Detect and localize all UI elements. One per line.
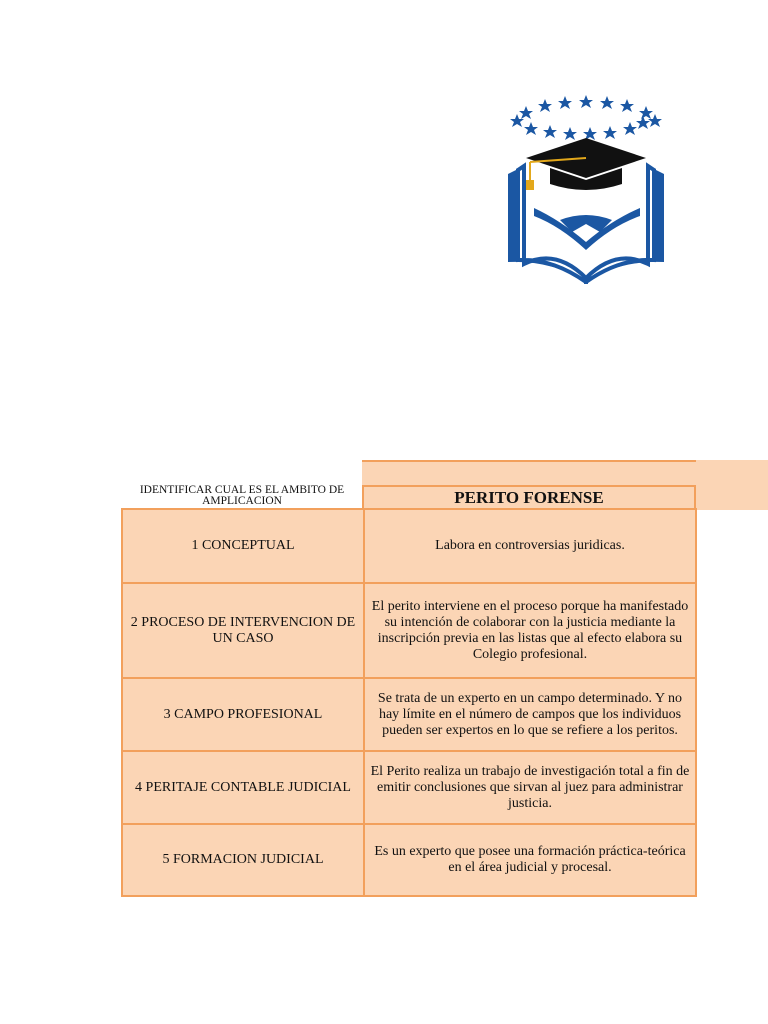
table-top-band xyxy=(362,460,696,487)
scope-column-header: IDENTIFICAR CUAL ES EL AMBITO DE AMPLICACION xyxy=(139,483,345,507)
row-label: 3 CAMPO PROFESIONAL xyxy=(122,678,364,751)
table-row xyxy=(122,509,696,583)
scope-table xyxy=(121,508,697,897)
row-label: 5 FORMACION JUDICIAL xyxy=(122,824,364,896)
row-description: Se trata de un experto en un campo determinado. Y no hay límite en el número de campos que los individuos pueden ser expertos en lo que se refiere a los peritos. xyxy=(364,678,696,751)
university-logo xyxy=(500,92,672,284)
table-row xyxy=(122,751,696,824)
perito-forense-header: PERITO FORENSE xyxy=(362,485,696,509)
star-ring-icon xyxy=(510,95,662,140)
table-row xyxy=(122,824,696,896)
row-description: El Perito realiza un trabajo de investigación total a fin de emitir conclusiones que sirvan al juez para administrar justicia. xyxy=(364,751,696,824)
table-row xyxy=(122,583,696,678)
row-label: 4 PERITAJE CONTABLE JUDICIAL xyxy=(122,751,364,824)
table-top-band-extension xyxy=(696,460,768,510)
row-description: Es un experto que posee una formación práctica-teórica en el área judicial y procesal. xyxy=(364,824,696,896)
row-label: 2 PROCESO DE INTERVENCION DE UN CASO xyxy=(122,583,364,678)
row-description: El perito interviene en el proceso porque ha manifestado su intención de colaborar con la justicia mediante la inscripción previa en las listas que al efecto elabora su Colegio profesional. xyxy=(364,583,696,678)
table-row xyxy=(122,678,696,751)
row-label: 1 CONCEPTUAL xyxy=(122,509,364,583)
row-description: Labora en controversias juridicas. xyxy=(364,509,696,583)
